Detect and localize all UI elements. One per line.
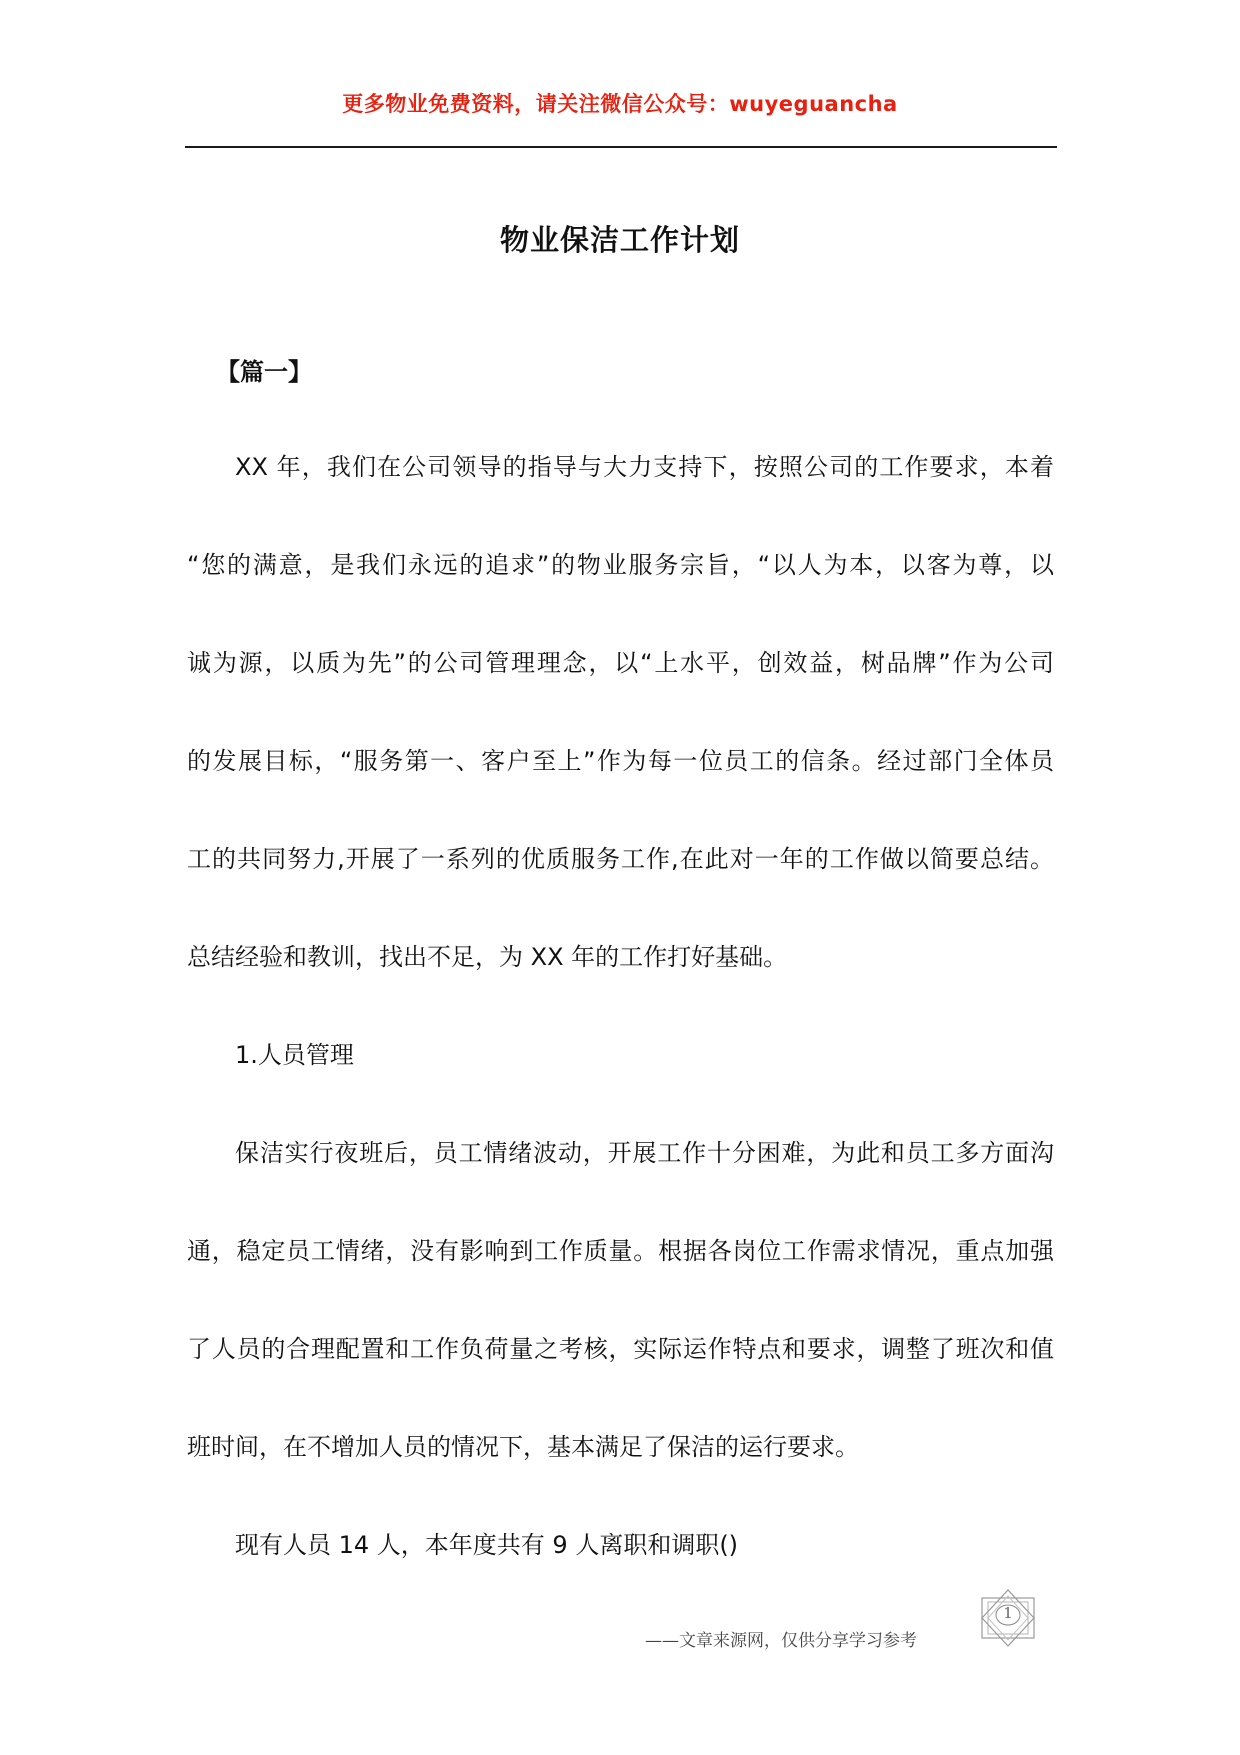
page-number: 1	[1003, 1604, 1013, 1622]
body-line: 诚为源，以质为先”的公司管理理念，以“上水平，创效益，树品牌”作为公司	[187, 649, 1054, 677]
body-line: 现有人员 14 人，本年度共有 9 人离职和调职()	[235, 1531, 739, 1559]
body-line: “您的满意，是我们永远的追求”的物业服务宗旨，“以人为本，以客为尊，以	[187, 551, 1054, 579]
body-line: 了人员的合理配置和工作负荷量之考核，实际运作特点和要求，调整了班次和值	[187, 1335, 1054, 1363]
subsection-heading: 1.人员管理	[235, 1041, 354, 1069]
body-line: 总结经验和教训，找出不足，为 XX 年的工作打好基础。	[187, 943, 788, 971]
footer-source-note: ——文章来源网，仅供分享学习参考	[645, 1631, 917, 1651]
body-line: 班时间，在不增加人员的情况下，基本满足了保洁的运行要求。	[187, 1433, 859, 1461]
body-line: 的发展目标，“服务第一、客户至上”作为每一位员工的信条。经过部门全体员	[187, 747, 1054, 775]
body-line: XX 年，我们在公司领导的指导与大力支持下，按照公司的工作要求，本着	[235, 453, 1054, 481]
page-number-stamp-icon	[976, 1588, 1040, 1648]
document-title: 物业保洁工作计划	[499, 223, 740, 257]
body-line: 通，稳定员工情绪，没有影响到工作质量。根据各岗位工作需求情况，重点加强	[187, 1237, 1054, 1265]
body-line: 保洁实行夜班后，员工情绪波动，开展工作十分困难，为此和员工多方面沟	[235, 1139, 1054, 1167]
section-heading: 【篇一】	[216, 358, 312, 386]
header-divider	[185, 146, 1057, 148]
body-line: 工的共同努力,开展了一系列的优质服务工作,在此对一年的工作做以简要总结。	[187, 845, 1054, 873]
header-promo-text: 更多物业免费资料，请关注微信公众号：wuyeguancha	[342, 92, 898, 116]
